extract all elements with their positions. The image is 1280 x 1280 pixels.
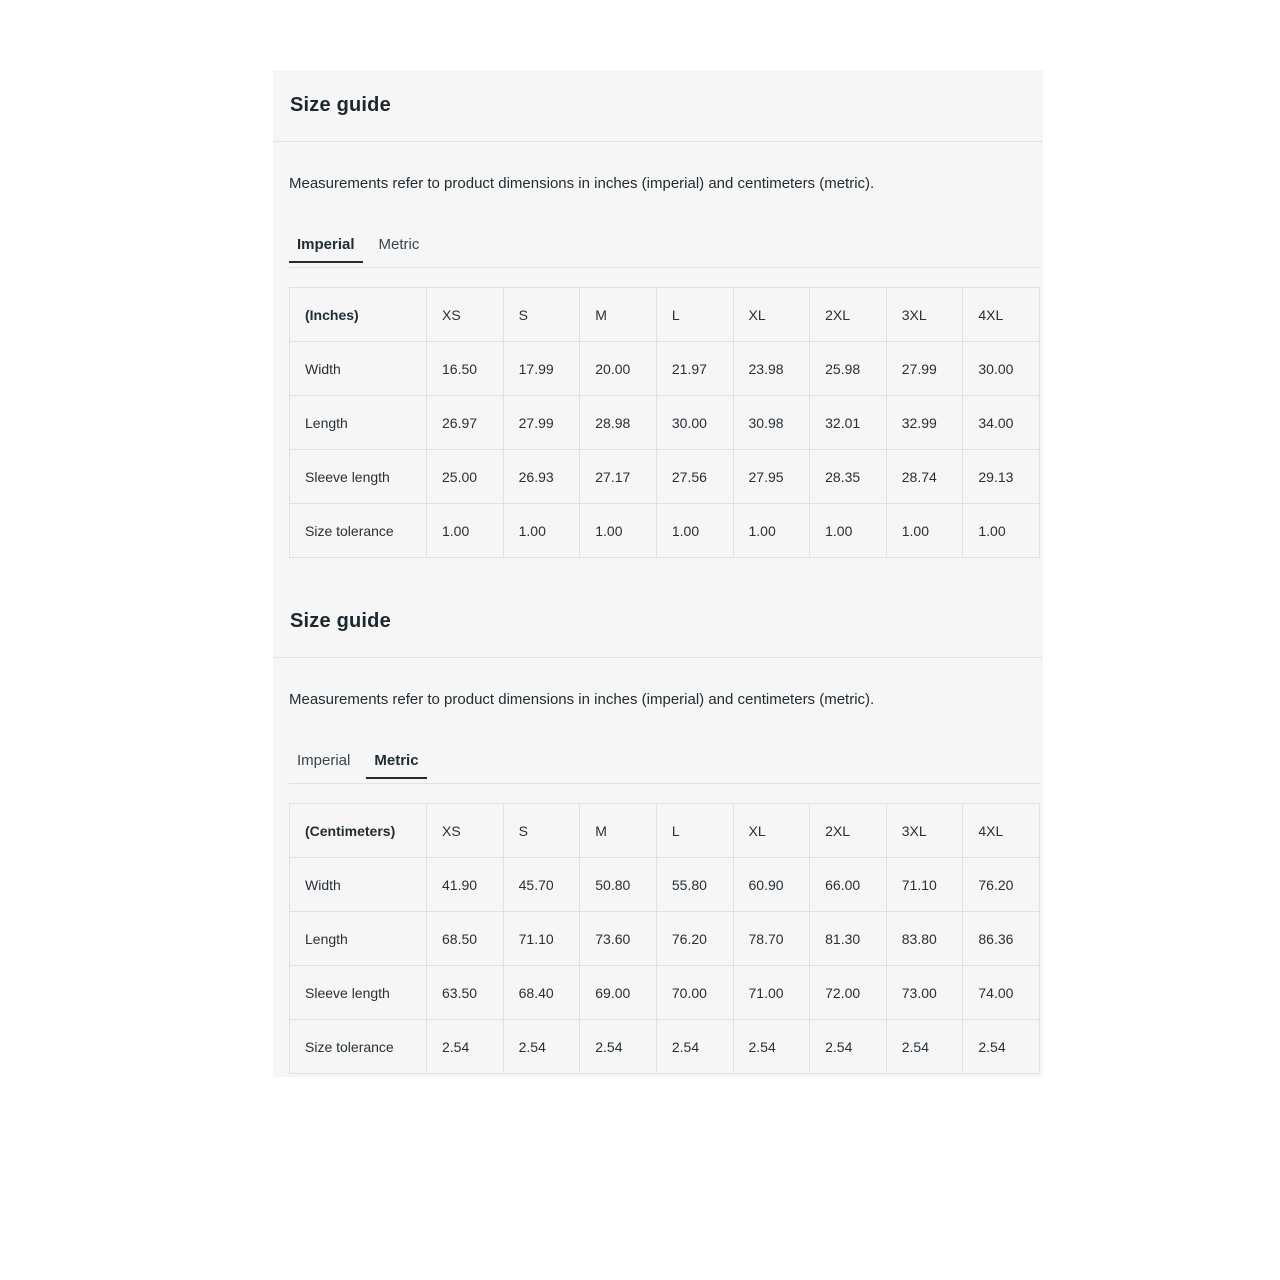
value-cell: 23.98: [733, 342, 810, 396]
value-cell: 1.00: [886, 504, 963, 558]
tab-imperial[interactable]: Imperial: [289, 743, 358, 779]
size-guide-section-imperial: [273, 70, 1043, 586]
size-column-header: L: [656, 804, 733, 858]
size-column-header: L: [656, 288, 733, 342]
value-cell: 27.99: [503, 396, 580, 450]
size-table-head: [290, 804, 1040, 858]
value-cell: 86.36: [963, 912, 1040, 966]
value-cell: 25.00: [427, 450, 504, 504]
value-cell: 32.99: [886, 396, 963, 450]
unit-tabs: [289, 227, 1040, 268]
size-column-header: XL: [733, 804, 810, 858]
value-cell: 30.00: [963, 342, 1040, 396]
value-cell: 72.00: [810, 966, 887, 1020]
value-cell: 2.54: [963, 1020, 1040, 1074]
table-row: [290, 966, 1040, 1020]
size-column-header: XS: [427, 288, 504, 342]
table-row: [290, 504, 1040, 558]
value-cell: 16.50: [427, 342, 504, 396]
size-column-header: M: [580, 804, 657, 858]
size-table: [289, 287, 1040, 558]
value-cell: 20.00: [580, 342, 657, 396]
value-cell: 83.80: [886, 912, 963, 966]
value-cell: 25.98: [810, 342, 887, 396]
value-cell: 1.00: [963, 504, 1040, 558]
row-label-cell: Sleeve length: [290, 966, 427, 1020]
value-cell: 45.70: [503, 858, 580, 912]
size-column-header: S: [503, 288, 580, 342]
value-cell: 28.35: [810, 450, 887, 504]
value-cell: 1.00: [580, 504, 657, 558]
size-guide-stack: [273, 70, 1043, 1077]
size-table: [289, 803, 1040, 1074]
value-cell: 81.30: [810, 912, 887, 966]
value-cell: 29.13: [963, 450, 1040, 504]
table-row: [290, 342, 1040, 396]
value-cell: 27.95: [733, 450, 810, 504]
value-cell: 70.00: [656, 966, 733, 1020]
panel-body: [273, 690, 1043, 1077]
value-cell: 50.80: [580, 858, 657, 912]
value-cell: 17.99: [503, 342, 580, 396]
value-cell: 2.54: [733, 1020, 810, 1074]
table-row: [290, 912, 1040, 966]
size-column-header: S: [503, 804, 580, 858]
size-column-header: 2XL: [810, 288, 887, 342]
size-column-header: M: [580, 288, 657, 342]
value-cell: 2.54: [427, 1020, 504, 1074]
value-cell: 76.20: [656, 912, 733, 966]
row-label-cell: Length: [290, 912, 427, 966]
size-column-header: XL: [733, 288, 810, 342]
value-cell: 27.99: [886, 342, 963, 396]
size-table-head: [290, 288, 1040, 342]
value-cell: 73.60: [580, 912, 657, 966]
value-cell: 32.01: [810, 396, 887, 450]
value-cell: 34.00: [963, 396, 1040, 450]
size-table-header-row: [290, 288, 1040, 342]
value-cell: 27.56: [656, 450, 733, 504]
value-cell: 1.00: [656, 504, 733, 558]
panel-header: [273, 70, 1043, 142]
tab-imperial[interactable]: Imperial: [289, 227, 363, 263]
size-column-header: XS: [427, 804, 504, 858]
value-cell: 2.54: [580, 1020, 657, 1074]
value-cell: 1.00: [427, 504, 504, 558]
size-column-header: 4XL: [963, 288, 1040, 342]
value-cell: 1.00: [733, 504, 810, 558]
value-cell: 41.90: [427, 858, 504, 912]
value-cell: 2.54: [810, 1020, 887, 1074]
value-cell: 21.97: [656, 342, 733, 396]
tab-metric[interactable]: Metric: [371, 227, 428, 263]
value-cell: 76.20: [963, 858, 1040, 912]
size-column-header: 3XL: [886, 288, 963, 342]
value-cell: 1.00: [503, 504, 580, 558]
value-cell: 30.98: [733, 396, 810, 450]
value-cell: 2.54: [656, 1020, 733, 1074]
table-row: [290, 1020, 1040, 1074]
value-cell: 28.74: [886, 450, 963, 504]
size-column-header: 4XL: [963, 804, 1040, 858]
value-cell: 26.97: [427, 396, 504, 450]
value-cell: 63.50: [427, 966, 504, 1020]
row-label-cell: Width: [290, 858, 427, 912]
value-cell: 27.17: [580, 450, 657, 504]
unit-tabs: [289, 743, 1040, 784]
value-cell: 1.00: [810, 504, 887, 558]
tab-metric[interactable]: Metric: [366, 743, 426, 779]
size-table-body: [290, 858, 1040, 1074]
value-cell: 74.00: [963, 966, 1040, 1020]
measurements-description: Measurements refer to product dimensions in inches (imperial) and centimeters (metric).: [289, 175, 875, 192]
size-guide-section-metric: [273, 586, 1043, 1077]
value-cell: 2.54: [503, 1020, 580, 1074]
panel-body: [273, 174, 1043, 586]
row-label-cell: Sleeve length: [290, 450, 427, 504]
size-guide-title: Size guide: [290, 610, 391, 632]
size-table-body: [290, 342, 1040, 558]
panel-header: [273, 586, 1043, 658]
value-cell: 60.90: [733, 858, 810, 912]
value-cell: 2.54: [886, 1020, 963, 1074]
value-cell: 26.93: [503, 450, 580, 504]
value-cell: 71.10: [503, 912, 580, 966]
value-cell: 55.80: [656, 858, 733, 912]
unit-header-cell: (Inches): [290, 288, 427, 342]
value-cell: 66.00: [810, 858, 887, 912]
row-label-cell: Length: [290, 396, 427, 450]
row-label-cell: Size tolerance: [290, 504, 427, 558]
value-cell: 28.98: [580, 396, 657, 450]
size-column-header: 3XL: [886, 804, 963, 858]
size-table-header-row: [290, 804, 1040, 858]
row-label-cell: Size tolerance: [290, 1020, 427, 1074]
table-row: [290, 450, 1040, 504]
value-cell: 78.70: [733, 912, 810, 966]
measurements-description: Measurements refer to product dimensions in inches (imperial) and centimeters (metric).: [289, 691, 875, 708]
row-label-cell: Width: [290, 342, 427, 396]
table-row: [290, 396, 1040, 450]
value-cell: 68.40: [503, 966, 580, 1020]
value-cell: 71.00: [733, 966, 810, 1020]
value-cell: 71.10: [886, 858, 963, 912]
size-guide-title: Size guide: [290, 94, 391, 116]
unit-header-cell: (Centimeters): [290, 804, 427, 858]
value-cell: 69.00: [580, 966, 657, 1020]
value-cell: 73.00: [886, 966, 963, 1020]
value-cell: 68.50: [427, 912, 504, 966]
table-row: [290, 858, 1040, 912]
size-column-header: 2XL: [810, 804, 887, 858]
value-cell: 30.00: [656, 396, 733, 450]
